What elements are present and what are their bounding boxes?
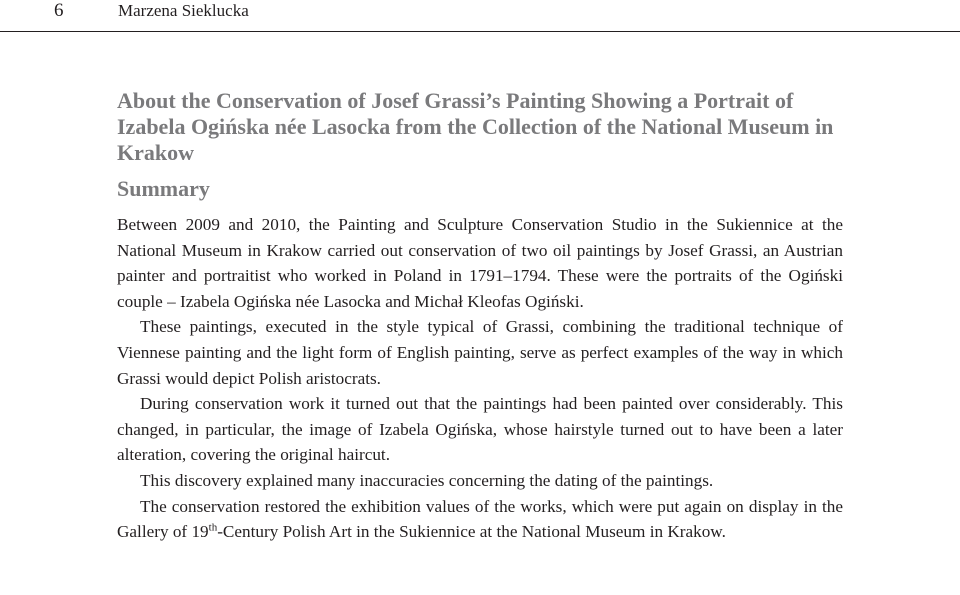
header-rule — [0, 31, 960, 32]
running-header-author: Marzena Sieklucka — [118, 1, 249, 20]
summary-heading: Summary — [117, 176, 210, 201]
running-header — [0, 0, 960, 36]
summary-body — [117, 212, 843, 545]
summary-paragraph-3: During conservation work it turned out that the paintings had been painted over considerably. This changed, in particular, the image of Izabela Ogińska, whose hairstyle turned out to have been a later alteration, covering the original haircut. — [117, 394, 843, 465]
ordinal-superscript: th — [208, 521, 218, 534]
summary-paragraph-1: Between 2009 and 2010, the Painting and Sculpture Conservation Studio in the Sukiennice at the National Museum in Krakow carried out conservation of two oil paintings by Josef Grassi, an Austrian painter and portraitist who worked in Poland in 1791–1794. These were the portraits of the Ogiński couple – Izabela Ogińska née Lasocka and Michał Kleofas Ogiński. — [117, 215, 843, 311]
summary-paragraph-5-text-end: -Century Polish Art in the Sukiennice at the National Museum in Krakow. — [217, 522, 726, 542]
summary-paragraph-4: This discovery explained many inaccuracies concerning the dating of the paintings. — [140, 470, 714, 490]
summary-paragraph-5 — [117, 494, 843, 545]
summary-paragraph-2: These paintings, executed in the style typical of Grassi, combining the traditional technique of Viennese painting and the light form of English painting, serve as perfect examples of the way in which Grassi would depict Polish aristocrats. — [117, 317, 843, 388]
summary-paragraph-5-text-start: The conservation restored the exhibition values of the works, which were put again on display in the Gallery of 19 — [117, 496, 843, 542]
article-title: About the Conservation of Josef Grassi’s Painting Showing a Portrait of Izabela Ogińska née Lasocka from the Collection of the National Museum in Krakow — [117, 88, 834, 165]
page-number: 6 — [54, 0, 64, 21]
